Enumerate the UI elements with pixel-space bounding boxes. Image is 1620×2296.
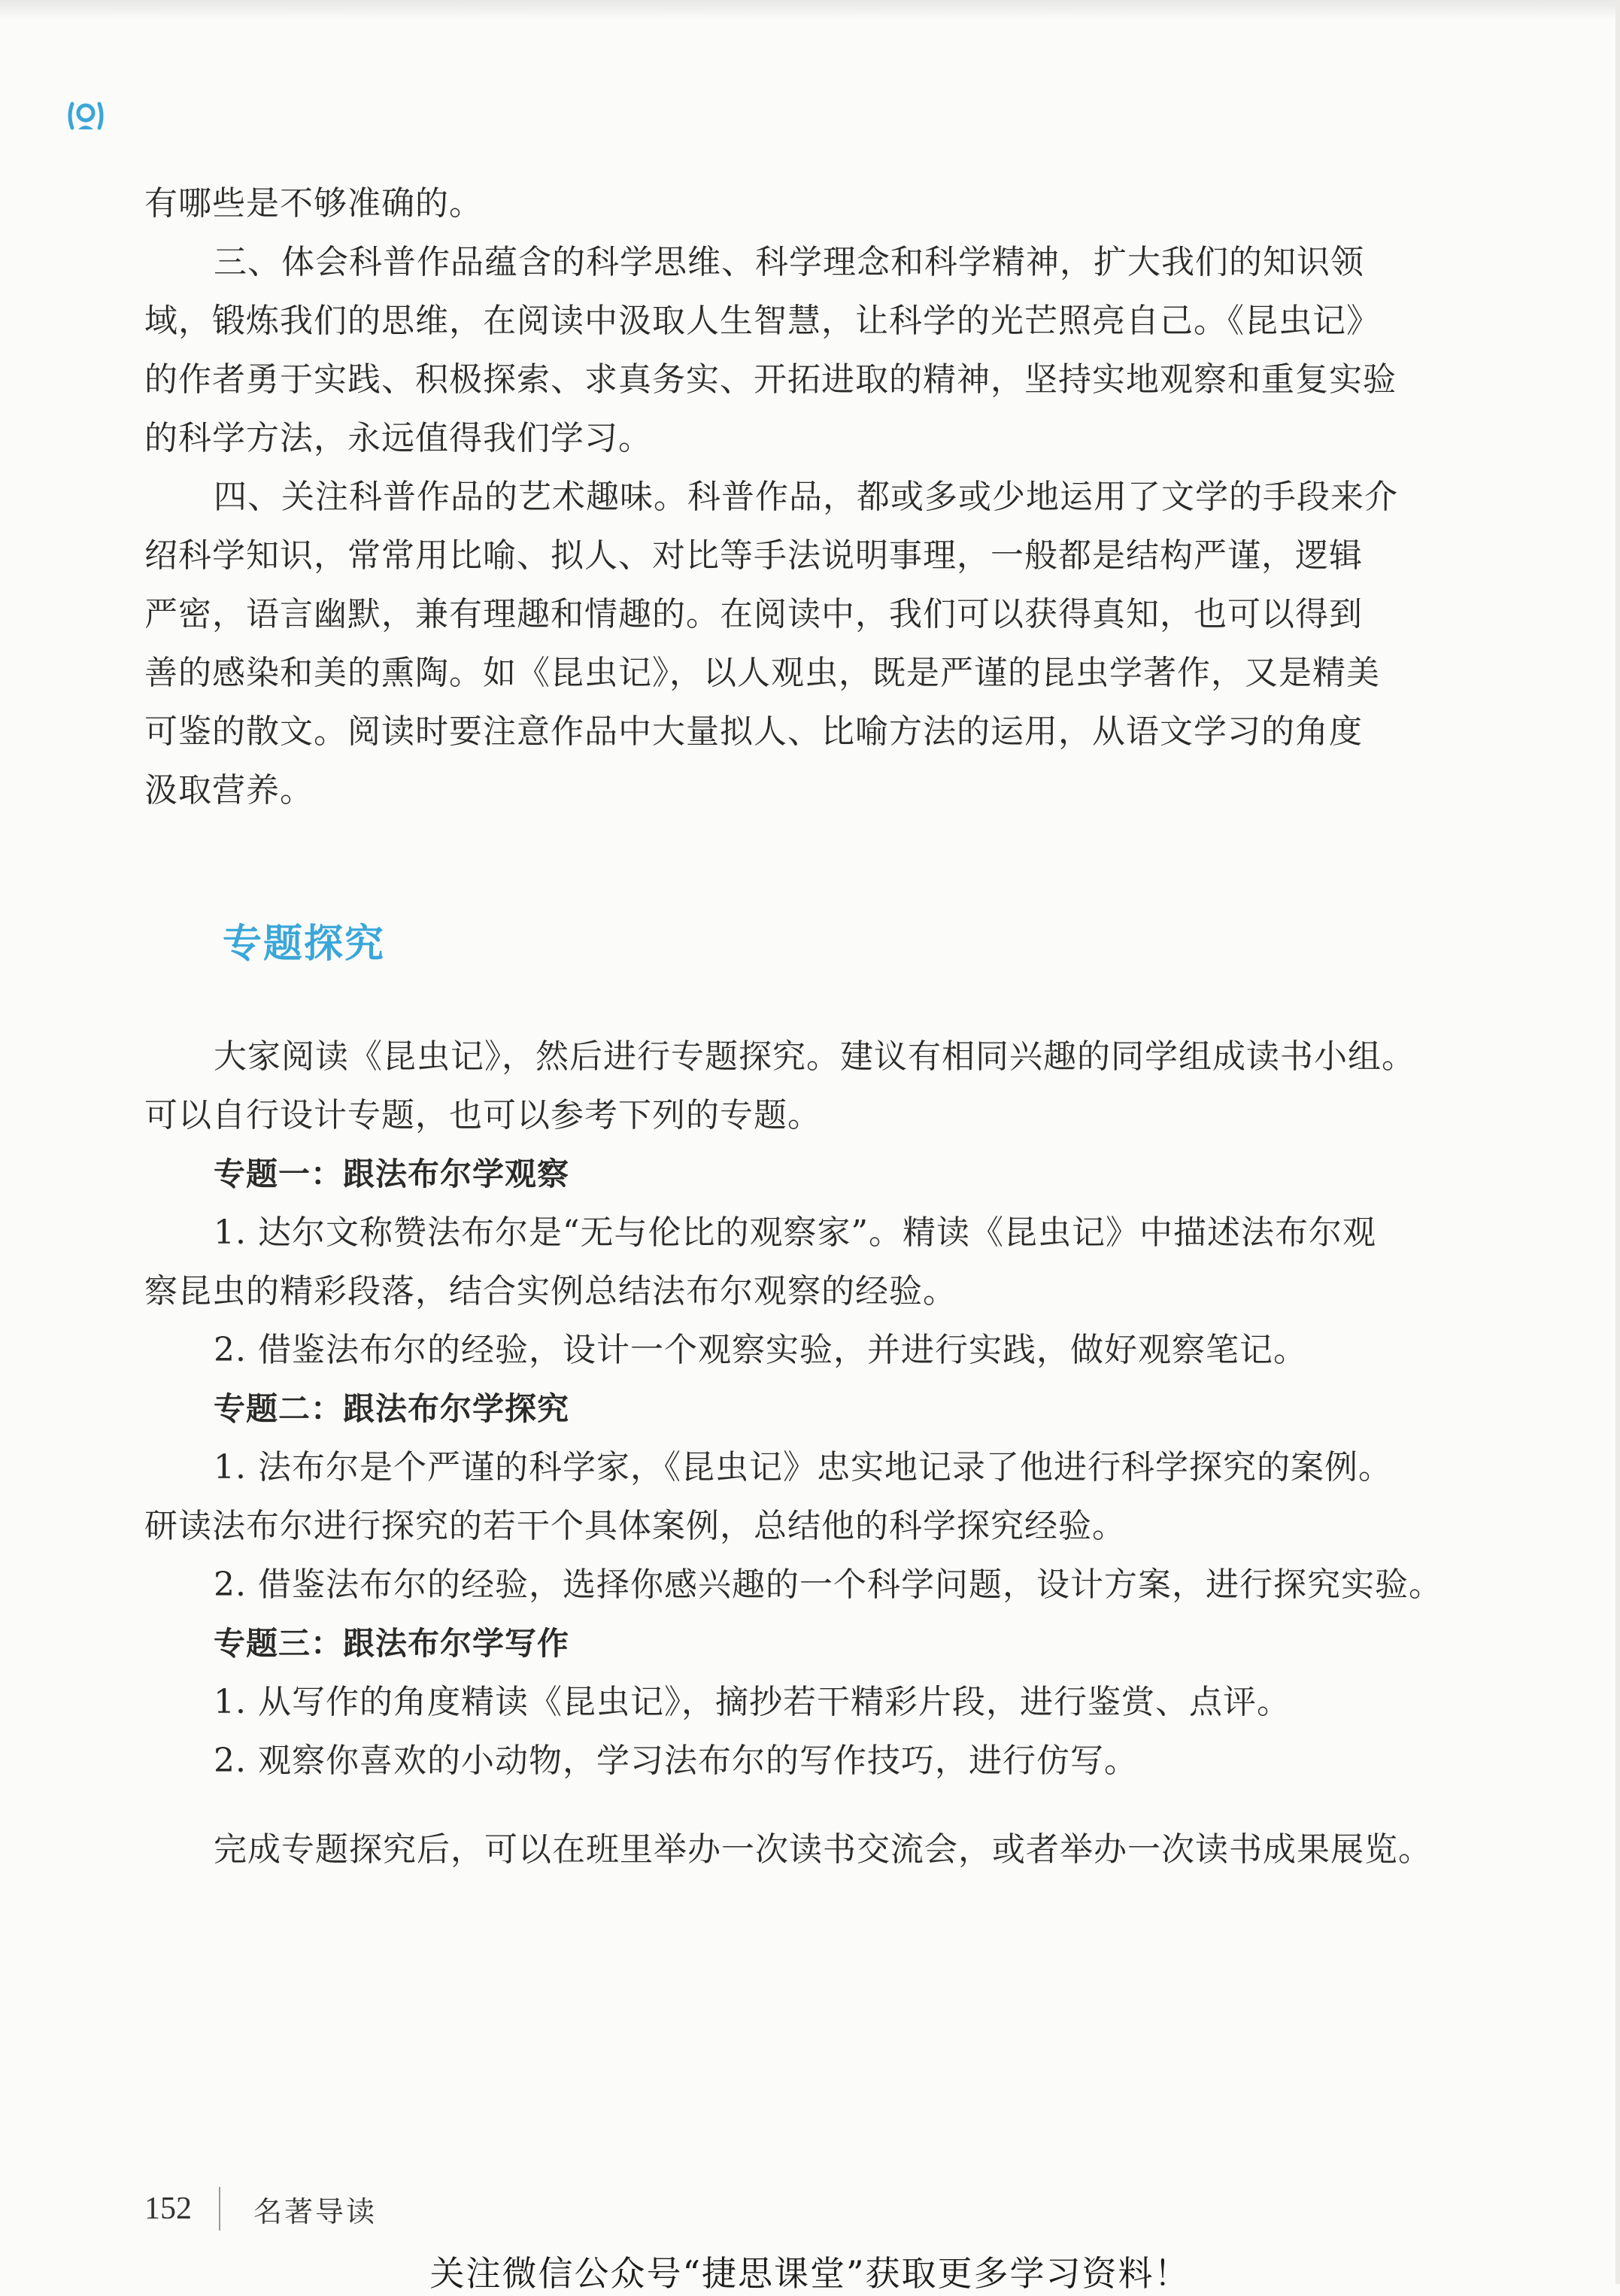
text-line: 1. 达尔文称赞法布尔是“无与伦比的观察家”。精读《昆虫记》中描述法布尔观	[214, 1213, 1376, 1252]
book-title: 名著导读	[253, 2194, 378, 2228]
text-line: 可鉴的散文。阅读时要注意作品中大量拟人、比喻方法的运用，从语文学习的角度	[144, 712, 1363, 751]
text-line: 1. 法布尔是个严谨的科学家，《昆虫记》忠实地记录了他进行科学探究的案例。	[214, 1448, 1392, 1487]
text-line: 2. 观察你喜欢的小动物，学习法布尔的写作技巧，进行仿写。	[214, 1742, 1138, 1780]
text-line: 的作者勇于实践、积极探索、求真务实、开拓进取的精神，坚持实地观察和重复实验	[144, 360, 1397, 399]
text-line: 大家阅读《昆虫记》，然后进行专题探究。建议有相同兴趣的同学组成读书小组。	[214, 1037, 1415, 1076]
text-line: 研读法布尔进行探究的若干个具体案例，总结他的科学探究经验。	[144, 1507, 1126, 1545]
closing-text: 完成专题探究后，可以在班里举办一次读书交流会，或者举办一次读书成果展览。	[214, 1830, 1432, 1869]
page-footer	[144, 2186, 377, 2231]
text-line: 2. 借鉴法布尔的经验，选择你感兴趣的一个科学问题，设计方案，进行探究实验。	[214, 1566, 1443, 1604]
watermark-text: 关注微信公众号“捷思课堂”获取更多学习资料！	[429, 2253, 1191, 2294]
text-line: 2. 借鉴法布尔的经验，设计一个观察实验，并进行实践，做好观察笔记。	[214, 1331, 1307, 1369]
text-line: 四、关注科普作品的艺术趣味。科普作品，都或多或少地运用了文学的手段来介	[214, 478, 1398, 516]
text-line: 有哪些是不够准确的。	[144, 184, 483, 223]
topic-heading: 专题三：跟法布尔学写作	[214, 1625, 570, 1662]
reading-icon	[65, 95, 107, 137]
page-right-edge	[1615, 0, 1620, 2284]
text-line: 绍科学知识，常常用比喻、拟人、对比等手法说明事理，一般都是结构严谨，逻辑	[144, 536, 1363, 575]
text-line: 的科学方法，永远值得我们学习。	[144, 419, 652, 457]
page-top-edge	[0, 0, 1620, 20]
text-line: 察昆虫的精彩段落，结合实例总结法布尔观察的经验。	[144, 1272, 957, 1310]
footer-divider	[219, 2187, 220, 2231]
text-line: 域，锻炼我们的思维，在阅读中汲取人生智慧，让科学的光芒照亮自己。《昆虫记》	[144, 302, 1380, 340]
text-line: 汲取营养。	[144, 771, 314, 809]
section-title: 专题探究	[223, 922, 386, 967]
text-line: 1. 从写作的角度精读《昆虫记》，摘抄若干精彩片段，进行鉴赏、点评。	[214, 1683, 1291, 1721]
text-line: 善的感染和美的熏陶。如《昆虫记》，以人观虫，既是严谨的昆虫学著作，又是精美	[144, 654, 1380, 692]
inquiry-section	[144, 1028, 1483, 1790]
topic-heading: 专题二：跟法布尔学探究	[214, 1390, 570, 1427]
topic-heading: 专题一：跟法布尔学观察	[214, 1156, 570, 1192]
text-line: 三、体会科普作品蕴含的科学思维、科学理念和科学精神，扩大我们的知识领	[214, 243, 1364, 281]
text-line: 可以自行设计专题，也可以参考下列的专题。	[144, 1096, 821, 1134]
page-number: 152	[144, 2191, 192, 2226]
body-text	[144, 175, 1453, 820]
text-line: 严密，语言幽默，兼有理趣和情趣的。在阅读中，我们可以获得真知，也可以得到	[144, 595, 1363, 633]
